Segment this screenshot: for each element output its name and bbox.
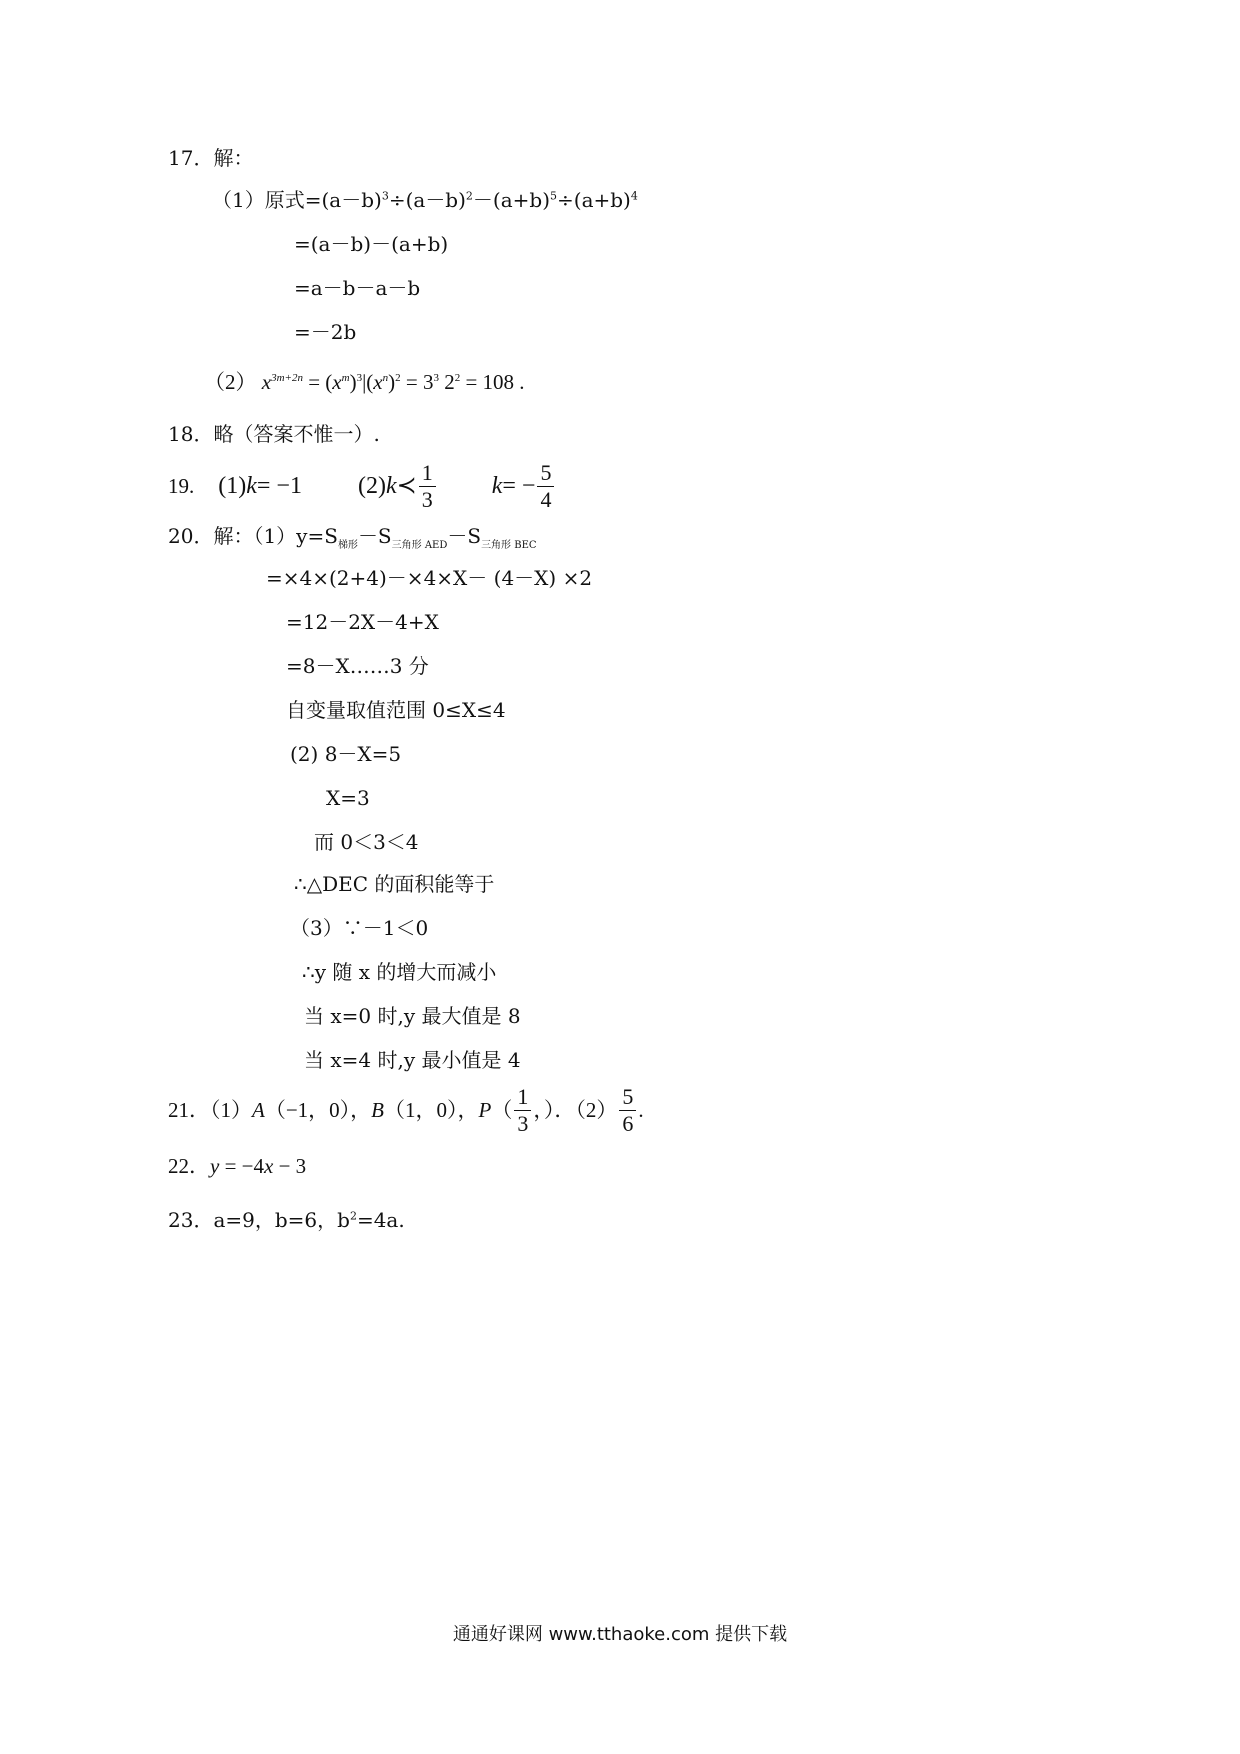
q17-p1-line1 (212, 188, 638, 212)
q19-k2: k (385, 473, 397, 499)
q22-line (168, 1154, 306, 1178)
q21-label: 21．（1） (168, 1098, 252, 1122)
q23-line (168, 1208, 405, 1232)
q21-f2-den: 6 (622, 1110, 634, 1136)
q20-line7: X=3 (326, 786, 370, 810)
q17-p2-exp1: 3m+2n (271, 372, 303, 384)
q21-P-close: ，）．（2） (533, 1098, 618, 1122)
q22-label: 22． (168, 1154, 210, 1178)
q21-fraction-1 (514, 1084, 531, 1137)
q17-part-b: －(a+b) (472, 188, 551, 212)
q17-p1-line2: =(a－b)－(a+b) (294, 232, 449, 256)
q21-P: P (478, 1098, 492, 1122)
q19-f2-num: 5 (537, 460, 554, 487)
q22-x: x (264, 1154, 274, 1178)
q19-fraction-1 (419, 460, 436, 513)
q17-exp2: 2 (465, 189, 473, 203)
q19-f2-den: 4 (540, 486, 552, 512)
q20-l1-a: （1）y=S (253, 524, 338, 548)
q20-line4: =8－X……3 分 (286, 654, 429, 678)
q22-tail: − 3 (273, 1154, 307, 1178)
q17-p2-sq: 2 (395, 372, 401, 384)
q17-p2-x: x (261, 370, 272, 394)
q22-eq: = −4 (219, 1154, 265, 1178)
q20-title: 20．解： (168, 524, 254, 548)
q19-line (168, 456, 556, 516)
q19-eq3: = − (502, 473, 536, 499)
q17-p2-close1: ) (349, 370, 357, 394)
q21-f1-num: 1 (514, 1084, 531, 1111)
q17-p2-label: （2） (204, 370, 257, 394)
q17-exp1: 3 (381, 189, 389, 203)
q20-sub1: 梯形 (337, 540, 358, 551)
q20-l1-b: －S (357, 524, 392, 548)
q19-rel2: ≺ (396, 473, 417, 499)
q19-label: 19. (168, 474, 195, 498)
q20-line8: 而 0＜3＜4 (314, 830, 419, 854)
q21-A: A (252, 1098, 265, 1122)
q19-fraction-2 (537, 460, 554, 513)
q19-part1: (1) (218, 473, 247, 499)
q21-f2-num: 5 (619, 1084, 636, 1111)
q20-sub3: 三角形 BEC (481, 540, 537, 551)
q17-part-c: ÷(a+b) (557, 188, 631, 212)
q19-eq1: = −1 (256, 473, 302, 499)
q20-line13: 当 x=4 时,y 最小值是 4 (304, 1048, 521, 1072)
q20-line2: =×4×(2+4)－×4×X－ (4－X) ×2 (266, 566, 593, 590)
q21-fraction-2 (619, 1084, 636, 1137)
q23-a: 23．a=9，b=6，b (168, 1208, 350, 1232)
q23-b: =4a. (356, 1208, 405, 1232)
q21-end: . (638, 1098, 644, 1122)
q20-sub2: 三角形 AED (391, 540, 448, 551)
q17-exp4: 4 (630, 189, 638, 203)
q17-p2-result: = 108 . (460, 370, 525, 394)
q17-p1-line4: =－2b (294, 320, 357, 344)
q20-line11: ∴y 随 x 的增大而减小 (302, 960, 497, 984)
q19-k1: k (246, 473, 257, 499)
q17-title: 17．解： (168, 146, 254, 170)
q17-p2-eq2: = 3 (400, 370, 434, 394)
q20-line12: 当 x=0 时,y 最大值是 8 (304, 1004, 521, 1028)
q20-line1 (168, 524, 537, 551)
q17-p2-eq1: = ( (302, 370, 333, 394)
q17-p2-mbase: x (332, 370, 342, 394)
q20-line5: 自变量取值范围 0≤X≤4 (286, 698, 506, 722)
q21-line (168, 1080, 644, 1140)
q20-line9: ∴△DEC 的面积能等于 (294, 872, 495, 896)
q20-line6: (2) 8－X=5 (290, 742, 402, 766)
q21-A-val: （−1，0）， (264, 1098, 372, 1122)
q17-part-a: ÷(a－b) (388, 188, 466, 212)
q21-f1-den: 3 (517, 1110, 529, 1136)
q17-p2-sep: |( (362, 370, 374, 394)
q20-line10: （3）∵－1＜0 (290, 916, 429, 940)
q20-l1-c: －S (447, 524, 482, 548)
q17-p2-close2: ) (388, 370, 396, 394)
q21-B-val: （1，0）， (384, 1098, 479, 1122)
q21-P-open: （ (491, 1098, 513, 1122)
q17-p2-nexp: n (382, 372, 389, 384)
q17-p2-threeexp: 3 (433, 372, 439, 384)
q17-p2-cube: 3 (356, 372, 363, 384)
q19-k3: k (491, 473, 503, 499)
q17-p2-line (204, 370, 525, 394)
q19-part2: (2) (357, 473, 386, 499)
q17-p2-mexp: m (341, 372, 350, 384)
q19-f1-den: 3 (421, 486, 433, 512)
q20-line3: =12－2X－4+X (286, 610, 439, 634)
q22-y: y (210, 1154, 220, 1178)
footer-text: 通通好课网 www.tthaoke.com 提供下载 (452, 1624, 788, 1645)
q17-p2-twoexp: 2 (454, 372, 461, 384)
q17-p2-nbase: x (373, 370, 383, 394)
q19-f1-num: 1 (419, 460, 436, 487)
q23-exp: 2 (349, 1209, 357, 1223)
q21-B: B (371, 1098, 384, 1122)
q17-p1-start: （1）原式=(a－b) (212, 188, 382, 212)
q17-p2-two: 2 (438, 370, 455, 394)
q17-p1-line3: =a－b－a－b (294, 276, 421, 300)
q17-exp3: 5 (550, 189, 558, 203)
q18-line: 18．略（答案不惟一）. (168, 422, 380, 446)
